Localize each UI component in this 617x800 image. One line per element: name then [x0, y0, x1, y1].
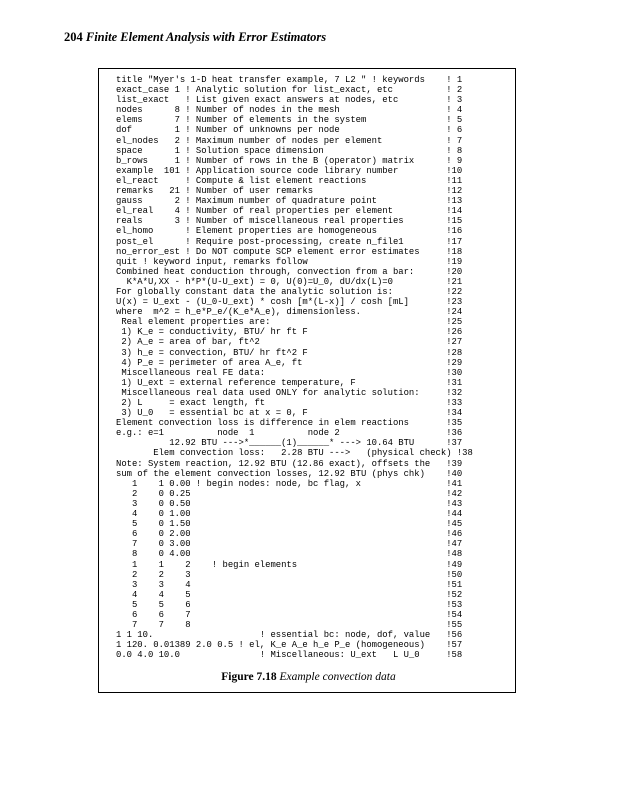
code-line: no_error_est ! Do NOT compute SCP element error estimates !18: [116, 246, 463, 257]
code-line: 6 0 2.00 !46: [116, 529, 463, 540]
code-line: 1) K_e = conductivity, BTU/ hr ft F !26: [116, 327, 463, 338]
code-line: title "Myer's 1-D heat transfer example, 7 L2 " ! keywords ! 1: [116, 75, 463, 85]
code-line: 1 1 10. ! essential bc: node, dof, value !56: [116, 630, 463, 641]
code-line: 0.0 4.0 10.0 ! Miscellaneous: U_ext L U_0 !58: [116, 650, 463, 661]
code-line: 4) P_e = perimeter of area A_e, ft !29: [116, 357, 463, 368]
code-line: 2 0 0.25 !42: [116, 488, 463, 499]
code-line: 7 0 3.00 !47: [116, 539, 463, 550]
code-line: 3) U_0 = essential bc at x = 0, F !34: [116, 408, 463, 419]
code-line: Element convection loss is difference in elem reactions !35: [116, 418, 463, 429]
code-listing: [116, 75, 473, 660]
code-line: 1 1 0.00 ! begin nodes: node, bc flag, x !41: [116, 478, 463, 489]
running-header: [64, 30, 326, 45]
book-title: Finite Element Analysis with Error Estimators: [85, 30, 327, 44]
code-line: el_real 4 ! Number of real properties per element !14: [116, 206, 463, 217]
code-line: el_nodes 2 ! Maximum number of nodes per element ! 7: [116, 135, 463, 146]
code-line: el_react ! Compute & list element reactions !11: [116, 175, 463, 186]
code-line: K*A*U,XX - h*P*(U-U_ext) = 0, U(0)=U_0, dU/dx(L)=0 !21: [116, 276, 463, 287]
code-line: 4 4 5 !52: [116, 589, 463, 600]
code-line: 4 0 1.00 !44: [116, 509, 463, 520]
code-line: Miscellaneous real data used ONLY for analytic solution: !32: [116, 387, 463, 398]
code-line: 3) h_e = convection, BTU/ hr ft^2 F !28: [116, 347, 463, 358]
code-line: nodes 8 ! Number of nodes in the mesh ! 4: [116, 105, 463, 116]
code-line: b_rows 1 ! Number of rows in the B (operator) matrix ! 9: [116, 155, 463, 166]
figure-caption-text: Example convection data: [279, 671, 396, 683]
code-line: Miscellaneous real FE data: !30: [116, 367, 463, 378]
code-line: 5 5 6 !53: [116, 599, 463, 610]
code-line: Combined heat conduction through, convection from a bar: !20: [116, 266, 463, 277]
code-line: list_exact ! List given exact answers at nodes, etc ! 3: [116, 95, 463, 106]
code-line: exact_case 1 ! Analytic solution for list_exact, etc ! 2: [116, 85, 463, 96]
code-line: 1) U_ext = external reference temperature, F !31: [116, 377, 463, 388]
code-line: remarks 21 ! Number of user remarks !12: [116, 186, 463, 197]
code-line: Real element properties are: !25: [116, 317, 463, 328]
code-line: 12.92 BTU --->*______(1)______* ---> 10.64 BTU !37: [116, 438, 463, 449]
code-line: For globally constant data the analytic solution is: !22: [116, 286, 463, 297]
figure-label: Figure 7.18: [221, 671, 277, 683]
code-line: 6 6 7 !54: [116, 609, 463, 620]
code-line: example 101 ! Application source code library number !10: [116, 165, 463, 176]
code-line: 2 2 3 !50: [116, 569, 463, 580]
code-line: 3 0 0.50 !43: [116, 498, 463, 509]
code-line: el_homo ! Element properties are homogeneous !16: [116, 226, 463, 237]
code-line: quit ! keyword input, remarks follow !19: [116, 256, 463, 267]
code-line: 1 120. 0.01389 2.0 0.5 ! el, K_e A_e h_e P_e (homogeneous) !57: [116, 640, 463, 651]
code-line: space 1 ! Solution space dimension ! 8: [116, 145, 463, 156]
code-line: 2) A_e = area of bar, ft^2 !27: [116, 337, 463, 348]
code-line: elems 7 ! Number of elements in the system ! 5: [116, 115, 463, 126]
page-number: 204: [64, 30, 83, 44]
code-line: dof 1 ! Number of unknowns per node ! 6: [116, 125, 463, 136]
code-line: Elem convection loss: 2.28 BTU ---> (physical check) !38: [116, 448, 473, 459]
code-line: gauss 2 ! Maximum number of quadrature point !13: [116, 196, 463, 207]
code-line: U(x) = U_ext - (U_0-U_ext) * cosh [m*(L-x)] / cosh [mL] !23: [116, 297, 463, 308]
code-line: Note: System reaction, 12.92 BTU (12.86 exact), offsets the !39: [116, 458, 463, 469]
code-line: where m^2 = h_e*P_e/(K_e*A_e), dimensionless. !24: [116, 307, 463, 318]
code-line: 8 0 4.00 !48: [116, 549, 463, 560]
code-line: 1 1 2 ! begin elements !49: [116, 559, 463, 570]
code-line: reals 3 ! Number of miscellaneous real properties !15: [116, 216, 463, 227]
code-line: 3 3 4 !51: [116, 579, 463, 590]
figure-caption: [0, 671, 617, 683]
code-line: e.g.: e=1 node 1 node 2 !36: [116, 428, 463, 439]
code-line: 7 7 8 !55: [116, 620, 463, 631]
code-line: 2) L = exact length, ft !33: [116, 398, 463, 408]
code-line: post_el ! Require post-processing, create n_file1 !17: [116, 236, 463, 247]
code-line: sum of the element convection losses, 12.92 BTU (phys chk) !40: [116, 468, 463, 479]
code-line: 5 0 1.50 !45: [116, 519, 463, 530]
